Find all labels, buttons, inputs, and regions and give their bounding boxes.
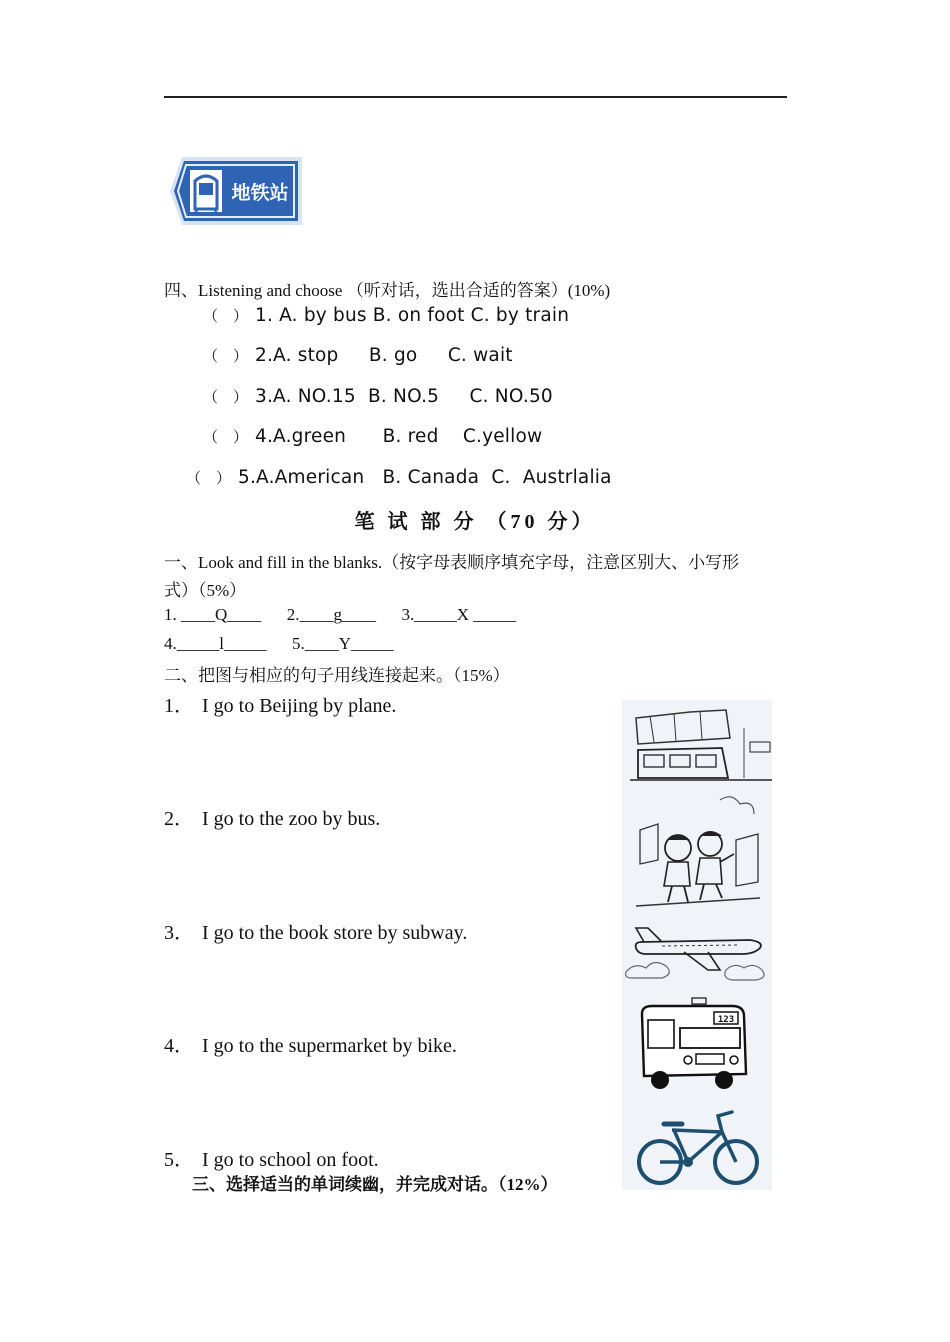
sign-label: 地铁站 <box>231 182 289 204</box>
match-sentence-5[interactable] <box>164 1143 379 1172</box>
sentence-text: I go to the book store by subway. <box>202 922 468 944</box>
listening-item-5 <box>186 467 612 488</box>
written-part-title: 笔 试 部 分 （70 分） <box>354 511 596 533</box>
header-rule <box>164 96 787 98</box>
answer-blank[interactable]: （ ） <box>186 471 232 487</box>
kids-walking-picture[interactable] <box>636 790 760 910</box>
section1-heading-line1: 一、Look and fill in the blanks.（按字母表顺序填充字母，注意区别大、小写形 <box>164 553 740 572</box>
match-sentence-3[interactable] <box>164 916 467 945</box>
sentence-text: I go to Beijing by plane. <box>202 695 397 717</box>
sentence-text: I go to school on foot. <box>202 1149 379 1171</box>
answer-blank[interactable]: （ ） <box>203 390 249 406</box>
match-sentence-4[interactable] <box>164 1029 457 1058</box>
subway-station-sign <box>168 155 304 227</box>
sentence-number: 2． <box>164 808 194 830</box>
bus-route-number: 123 <box>717 1015 735 1025</box>
match-sentence-1[interactable] <box>164 689 396 718</box>
answer-blank[interactable]: （ ） <box>203 309 249 325</box>
item-text: 5.A.American B. Canada C. Austrlalia <box>238 467 612 488</box>
sentence-number: 1． <box>164 695 194 717</box>
answer-blank[interactable]: （ ） <box>203 349 249 365</box>
item-text: 4.A.green B. red C.yellow <box>255 426 543 447</box>
subway-train-picture[interactable] <box>630 708 772 782</box>
fill-blanks-row-1[interactable]: 1. ____Q____ 2.____g____ 3._____X _____ <box>164 605 516 624</box>
item-text: 2.A. stop B. go C. wait <box>255 345 513 366</box>
sentence-number: 4． <box>164 1035 194 1057</box>
match-sentence-2[interactable] <box>164 802 380 831</box>
sentence-number: 3． <box>164 922 194 944</box>
sentence-number: 5． <box>164 1149 194 1171</box>
sentence-text: I go to the zoo by bus. <box>202 808 381 830</box>
section3-heading: 三、选择适当的单词续幽，并完成对话。（12%） <box>192 1175 558 1194</box>
listening-item-2 <box>203 345 513 366</box>
subway-train-icon <box>190 170 222 213</box>
listening-item-3 <box>203 386 553 407</box>
bicycle-picture[interactable] <box>636 1106 762 1188</box>
listening-item-1 <box>203 305 569 326</box>
answer-blank[interactable]: （ ） <box>203 430 249 446</box>
section2-heading: 二、把图与相应的句子用线连接起来。（15%） <box>164 666 510 685</box>
listening-item-4 <box>203 426 542 447</box>
sentence-text: I go to the supermarket by bike. <box>202 1035 457 1057</box>
section1-heading-line2: 式）（5%） <box>164 581 247 600</box>
item-text: 3.A. NO.15 B. NO.5 C. NO.50 <box>255 386 553 407</box>
section4-heading: 四、Listening and choose （听对话，选出合适的答案）(10%) <box>164 281 611 300</box>
item-text: 1. A. by bus B. on foot C. by train <box>255 305 570 326</box>
fill-blanks-row-2[interactable]: 4._____l_____ 5.____Y_____ <box>164 634 394 653</box>
bus-picture[interactable] <box>634 996 752 1092</box>
airplane-picture[interactable] <box>622 924 772 986</box>
